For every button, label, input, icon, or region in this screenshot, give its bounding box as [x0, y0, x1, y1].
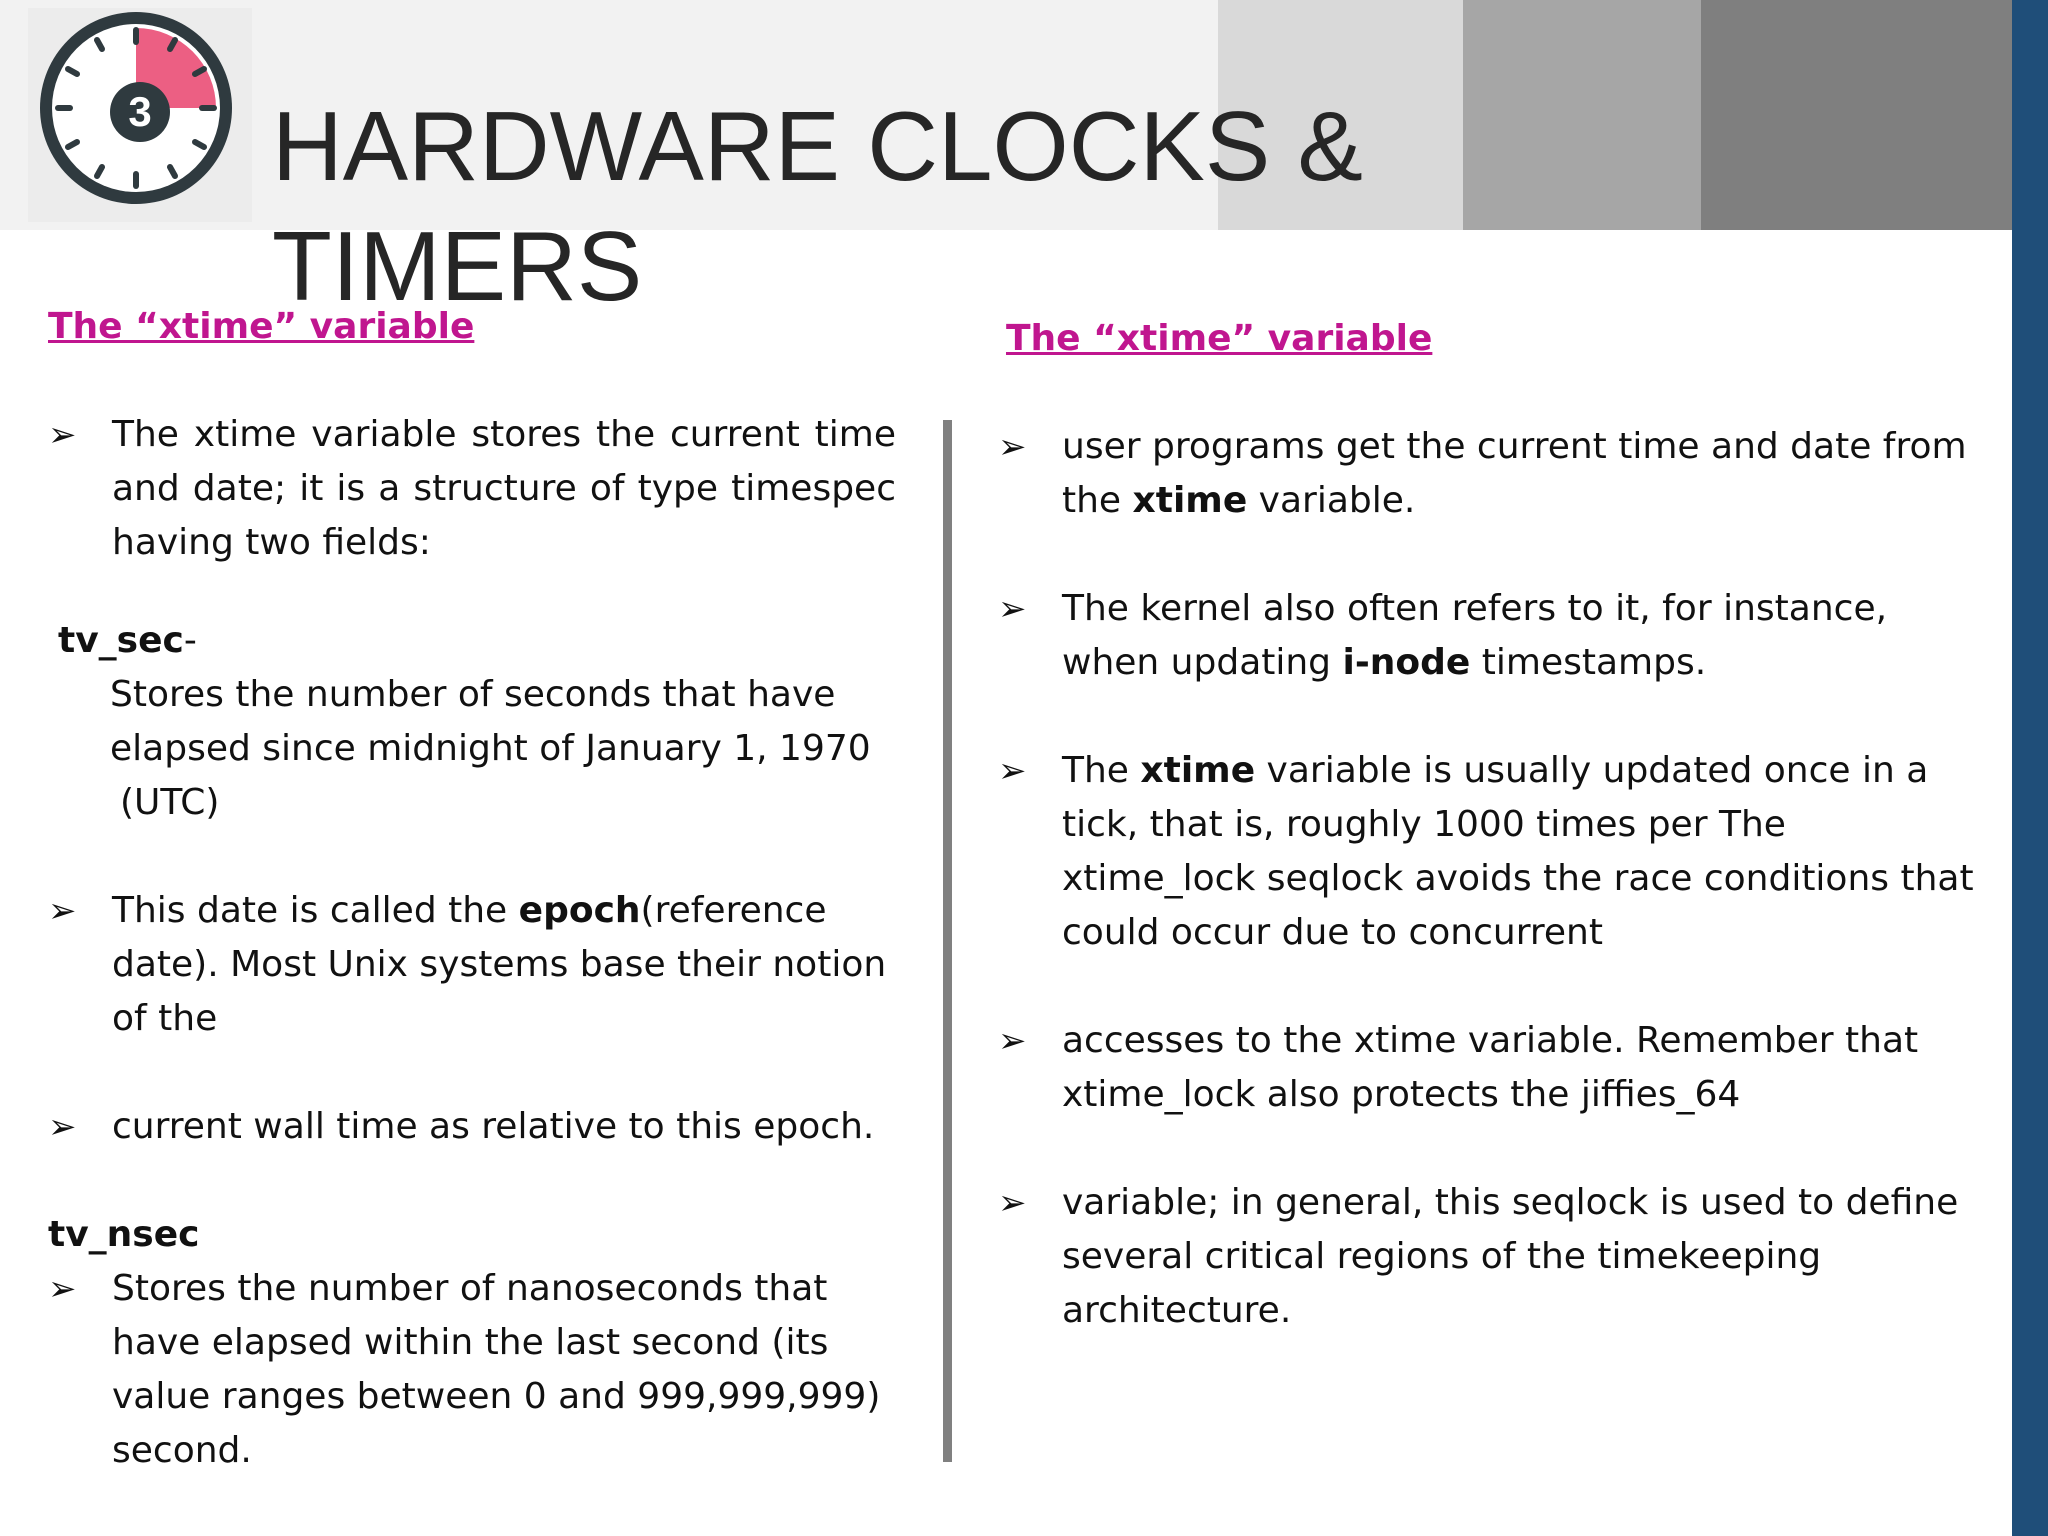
list-item: [48, 1100, 896, 1154]
tv-nsec-description: Stores the number of nanoseconds that have elapsed within the last second (its value ranges between 0 and 999,999,999) second.: [112, 1268, 881, 1471]
list-item: [998, 1014, 1978, 1122]
xtime-update-text: The xtime variable is usually updated once in a tick, that is, roughly 1000 times per The xtime_lock seqlock avoids the race conditions that could occur due to concurrent: [1062, 750, 1974, 953]
list-item: [998, 420, 1978, 528]
arrow-bullet-icon: ➢: [998, 1021, 1027, 1061]
user-programs-text: user programs get the current time and date from the xtime variable.: [1062, 426, 1967, 521]
kernel-refers-text: The kernel also often refers to it, for instance, when updating i-node timestamps.: [1062, 588, 1888, 683]
clock-icon: [28, 8, 252, 222]
arrow-bullet-icon: ➢: [998, 427, 1027, 467]
xtime-intro-text: The xtime variable stores the current time and date; it is a structure of type timespec having two fields:: [112, 414, 896, 563]
xtime-lock-text: accesses to the xtime variable. Remember that xtime_lock also protects the jiffies_64: [1062, 1020, 1919, 1115]
arrow-bullet-icon: ➢: [48, 1269, 77, 1309]
list-item: [998, 1176, 1978, 1338]
tv-sec-label: tv_sec-: [58, 620, 197, 661]
tv-sec-description-line-1: Stores the number of seconds that have: [110, 674, 836, 715]
header-band-dark-gray: [1701, 0, 2012, 230]
list-item: [48, 408, 896, 570]
epoch-text: This date is called the epoch(reference date). Most Unix systems base their notion of the: [112, 890, 887, 1039]
header-band-gray: [1463, 0, 1701, 230]
tv-sec-description-line-2: elapsed since midnight of January 1, 1970: [110, 728, 871, 769]
list-item: [48, 884, 896, 1046]
arrow-bullet-icon: ➢: [998, 751, 1027, 791]
column-divider: [943, 420, 952, 1462]
tv-nsec-label: tv_nsec: [48, 1214, 200, 1255]
list-item: [998, 744, 1978, 960]
arrow-bullet-icon: ➢: [998, 589, 1027, 629]
arrow-bullet-icon: ➢: [998, 1183, 1027, 1223]
left-column-heading: The “xtime” variable: [48, 306, 475, 347]
left-column: [48, 408, 896, 1478]
page-title-line-1: HARDWARE CLOCKS &: [272, 91, 1363, 201]
page-title: [272, 86, 1472, 326]
right-column-heading: The “xtime” variable: [1006, 318, 1433, 359]
arrow-bullet-icon: ➢: [48, 891, 77, 931]
arrow-bullet-icon: ➢: [48, 1107, 77, 1147]
arrow-bullet-icon: ➢: [48, 415, 77, 455]
list-item: [998, 582, 1978, 690]
seqlock-text: variable; in general, this seqlock is used to define several critical regions of the timekeeping architecture.: [1062, 1182, 1959, 1331]
wall-time-text: current wall time as relative to this epoch.: [112, 1106, 875, 1147]
side-accent-stripe: [2012, 0, 2048, 1536]
page-title-line-2: TIMERS: [272, 211, 643, 321]
right-column: [998, 420, 1978, 1338]
list-item: [48, 1262, 896, 1478]
clock-badge-number: 3: [128, 88, 152, 135]
tv-sec-description-line-3: (UTC): [120, 782, 220, 823]
